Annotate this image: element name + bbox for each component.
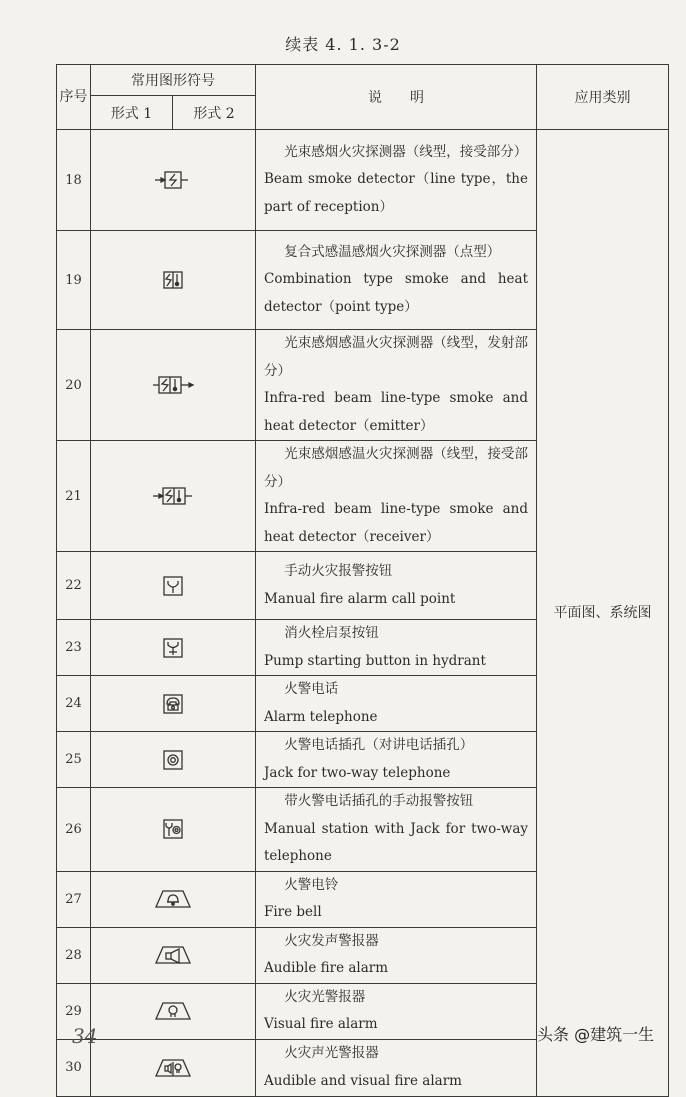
row-description: [256, 441, 537, 552]
row-description: [256, 676, 537, 732]
beam-detector-receiver-icon: [91, 130, 256, 231]
page-number: 34: [72, 1024, 98, 1048]
audible-alarm-icon: [91, 927, 256, 983]
description-zh: 光束感烟感温火灾探测器（线型，接受部分）: [264, 446, 528, 490]
category-cell: [537, 130, 669, 1097]
category-text: 平面图、系统图: [553, 604, 652, 621]
description-en: Jack for two-way telephone: [264, 764, 451, 781]
description-zh: 手动火灾报警按钮: [284, 563, 393, 579]
header-symbol: 常用图形符号: [91, 65, 256, 96]
row-description: [256, 1039, 537, 1096]
header-category: 应用类别: [537, 65, 669, 130]
table-caption: 续表 4. 1. 3-2: [285, 35, 401, 54]
row-description: [256, 983, 537, 1039]
visual-alarm-icon: [91, 983, 256, 1039]
table-row: [57, 130, 669, 231]
row-description: [256, 552, 537, 620]
row-number: 30: [57, 1039, 91, 1096]
description-en: Audible and visual fire alarm: [264, 1072, 462, 1089]
row-number: 25: [57, 732, 91, 788]
description-zh: 火警电话插孔（对讲电话插孔）: [284, 737, 474, 753]
description-zh: 火灾声光警报器: [284, 1045, 379, 1061]
description-zh: 火警电铃: [284, 876, 339, 893]
description-en: Alarm telephone: [264, 708, 378, 725]
description-en: Manual station with Jack for two-way telephone: [264, 820, 528, 864]
description-en: Infra-red beam line-type smoke and heat detector（receiver）: [264, 501, 528, 545]
row-description: [256, 927, 537, 983]
row-description: [256, 732, 537, 788]
row-number: 18: [57, 130, 91, 231]
fire-bell-icon: [91, 871, 256, 927]
description-zh: 光束感烟火灾探测器（线型，接受部分）: [284, 143, 528, 160]
pump-button-icon: [91, 620, 256, 676]
row-description: [256, 871, 537, 927]
audio-visual-alarm-icon: [91, 1039, 256, 1096]
row-number: 23: [57, 620, 91, 676]
row-number: 29: [57, 983, 91, 1039]
telephone-jack-icon: [91, 732, 256, 788]
row-number: 24: [57, 676, 91, 732]
beam-heat-receiver-icon: [91, 441, 256, 552]
row-number: 22: [57, 552, 91, 620]
row-number: 28: [57, 927, 91, 983]
row-number: 19: [57, 231, 91, 330]
header-form2: 形式 2: [173, 96, 256, 130]
row-description: [256, 620, 537, 676]
description-en: Fire bell: [264, 904, 322, 920]
row-description: [256, 130, 537, 231]
description-zh: 复合式感温感烟火灾探测器（点型）: [284, 243, 501, 260]
description-en: Manual fire alarm call point: [264, 590, 456, 607]
row-description: [256, 788, 537, 872]
description-en: Beam smoke detector（line type，the part of reception）: [264, 171, 528, 215]
description-zh: 火灾发声警报器: [284, 932, 379, 949]
alarm-telephone-icon: [91, 676, 256, 732]
manual-call-point-icon: [91, 552, 256, 620]
description-en: Combination type smoke and heat detector（point type）: [264, 271, 528, 315]
description-en: Infra-red beam line-type smoke and heat detector（emitter）: [264, 390, 528, 434]
description-en: Visual fire alarm: [264, 1016, 378, 1032]
description-en: Pump starting button in hydrant: [264, 652, 486, 669]
header-form1: 形式 1: [91, 96, 173, 130]
row-description: [256, 231, 537, 330]
combination-detector-icon: [91, 231, 256, 330]
description-zh: 带火警电话插孔的手动报警按钮: [284, 793, 474, 809]
description-zh: 光束感烟感温火灾探测器（线型，发射部分）: [264, 335, 528, 379]
beam-heat-emitter-icon: [91, 330, 256, 441]
description-en: Audible fire alarm: [264, 960, 389, 976]
description-zh: 消火栓启泵按钮: [284, 625, 379, 641]
watermark: 头条 @建筑一生: [537, 1025, 655, 1044]
symbol-table: [56, 64, 669, 1097]
row-number: 21: [57, 441, 91, 552]
description-zh: 火灾光警报器: [284, 988, 366, 1005]
manual-station-jack-icon: [91, 788, 256, 872]
header-no: 序号: [57, 65, 91, 130]
header-description: 说 明: [256, 65, 537, 130]
row-number: 27: [57, 871, 91, 927]
row-number: 20: [57, 330, 91, 441]
row-description: [256, 330, 537, 441]
description-zh: 火警电话: [284, 681, 339, 697]
row-number: 26: [57, 788, 91, 872]
